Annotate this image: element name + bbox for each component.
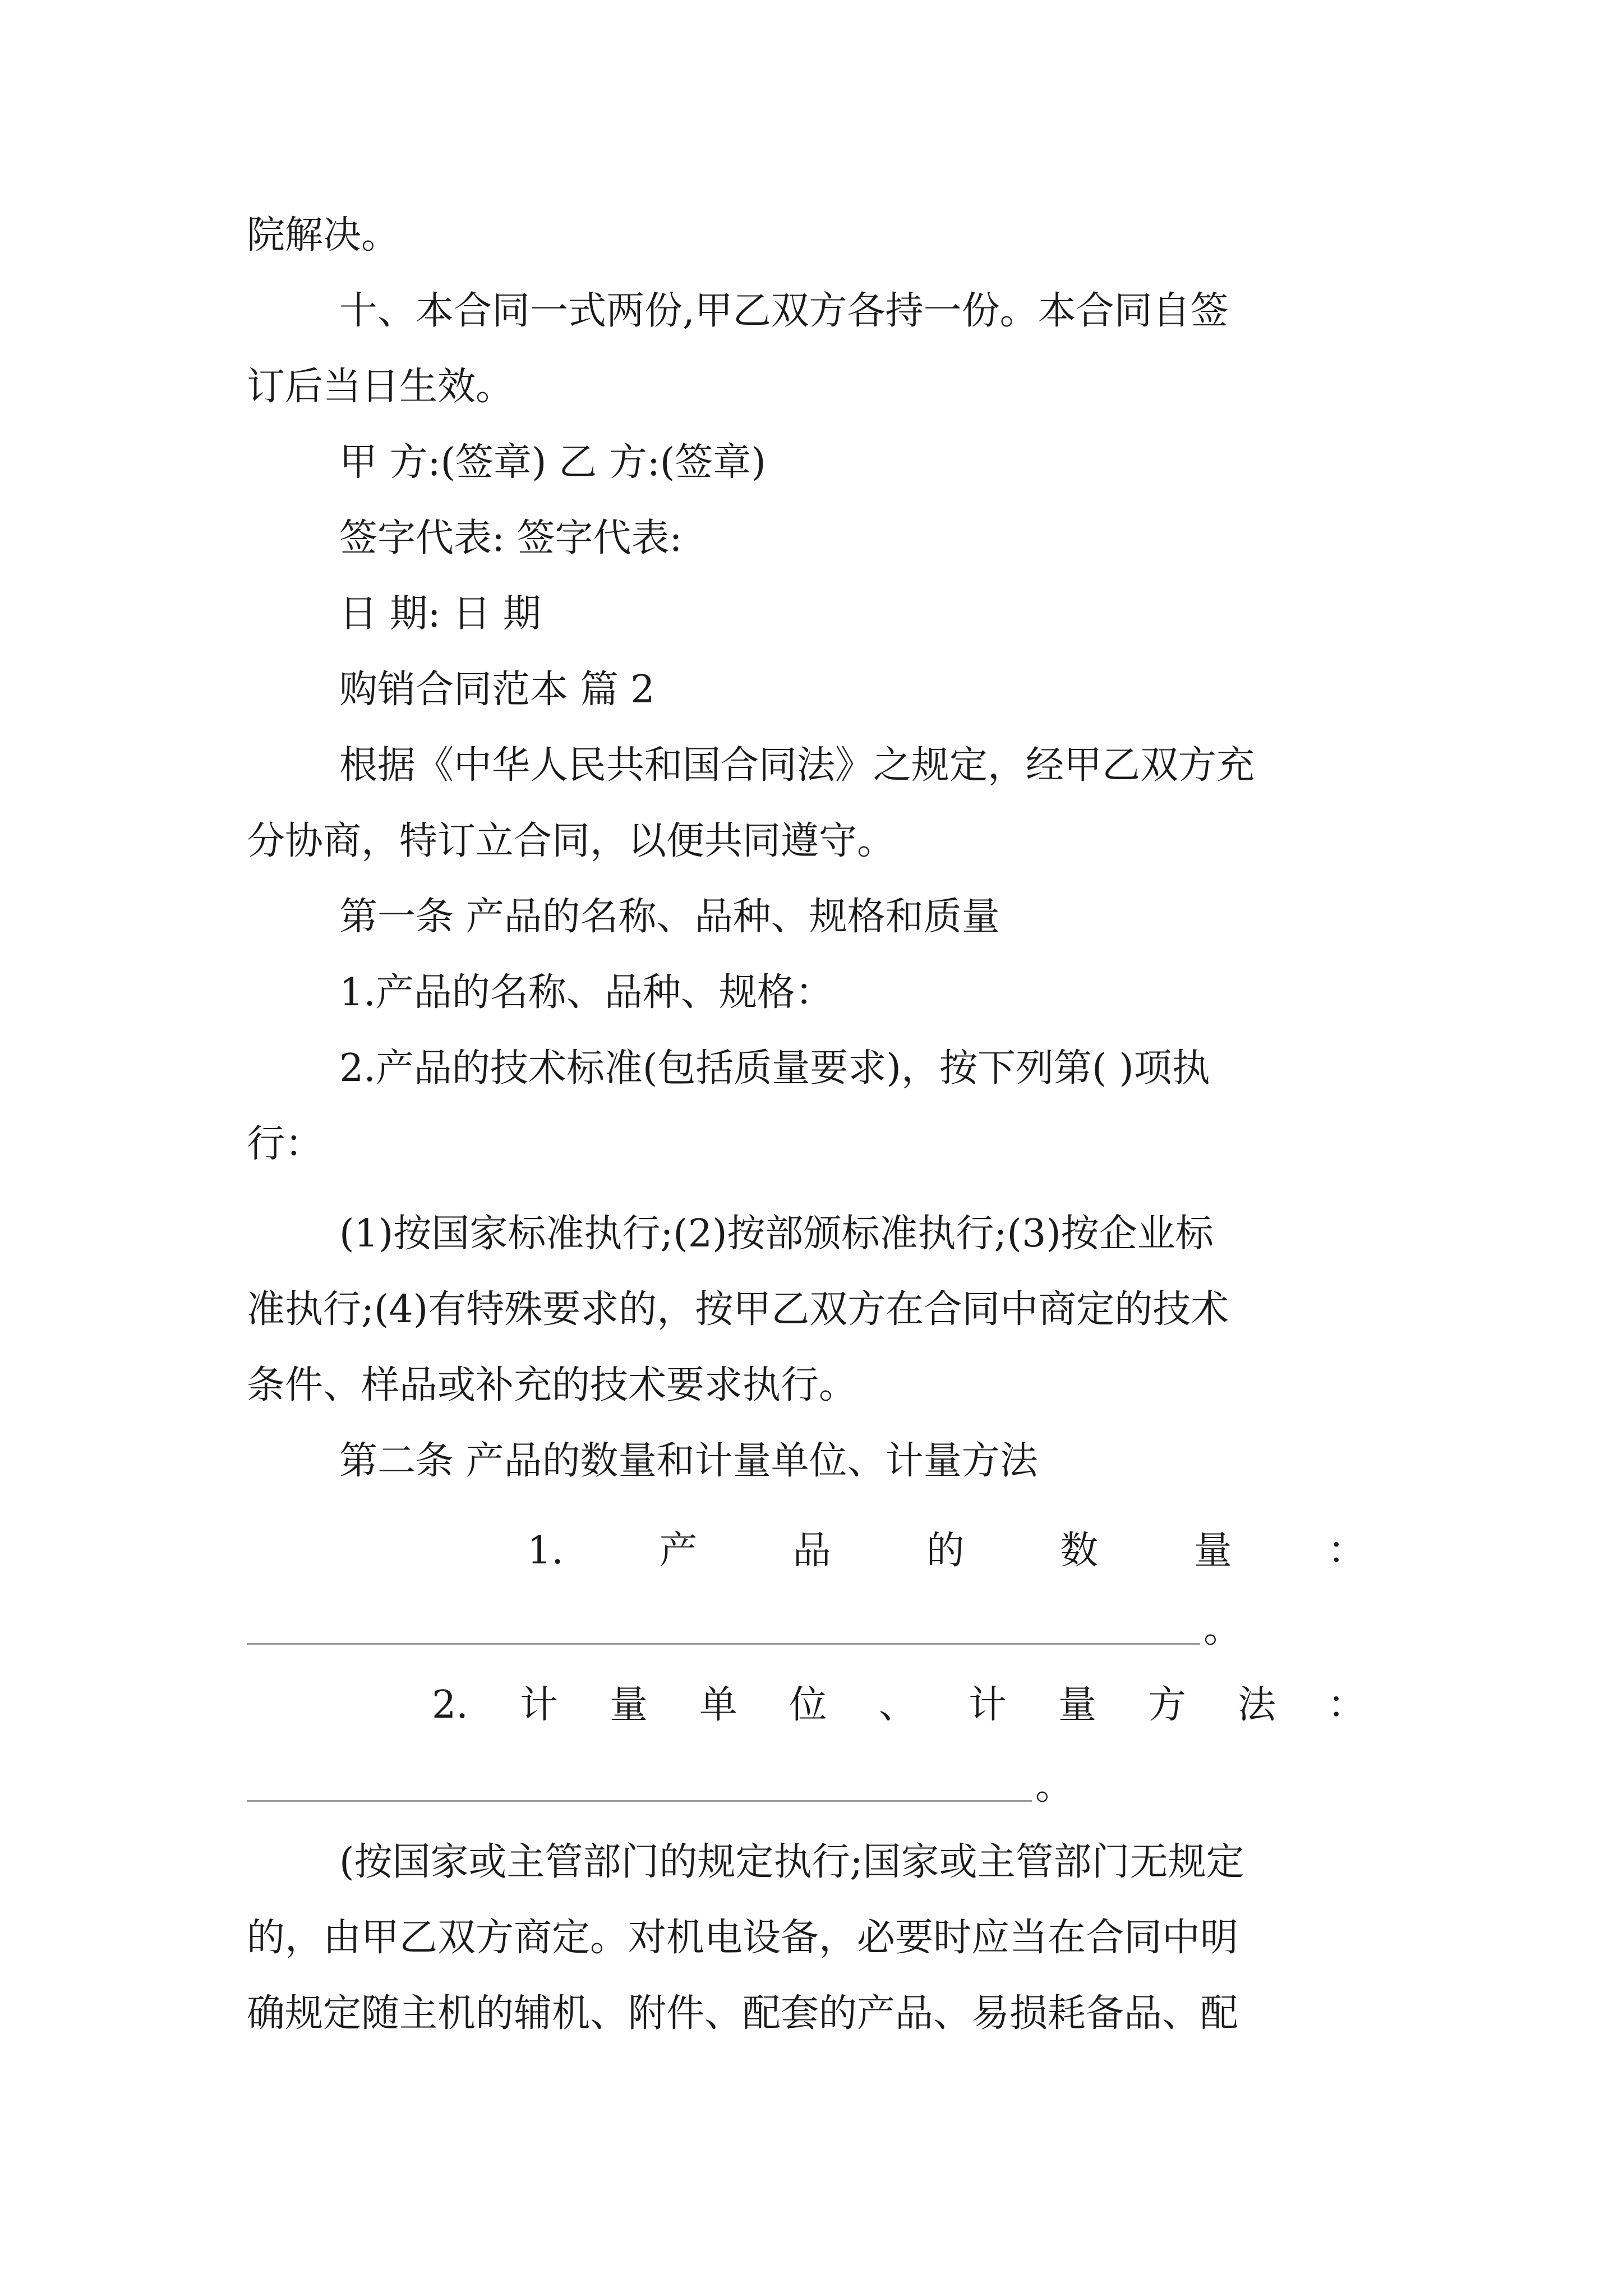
unit-method-label-part: 方 xyxy=(1147,1683,1186,1727)
text-line: 条件、样品或补充的技术要求执行。 xyxy=(247,1363,857,1407)
text-line: 分协商，特订立合同，以便共同遵守。 xyxy=(247,819,896,863)
unit-method-fill-line xyxy=(247,1761,1073,1812)
quantity-label-part: 量 xyxy=(1193,1529,1232,1573)
article-2-heading: 第二条 产品的数量和计量单位、计量方法 xyxy=(339,1439,1038,1483)
clause-10: 十、本合同一式两份,甲乙双方各持一份。本合同自签 xyxy=(339,289,1229,333)
quantity-fill-line xyxy=(247,1604,1242,1655)
article-1-item-1: 1.产品的名称、品种、规格： xyxy=(339,970,833,1015)
unit-method-label-part: 量 xyxy=(1058,1683,1096,1727)
quantity-label-part: 的 xyxy=(926,1529,965,1573)
quantity-label-part: 1. xyxy=(527,1529,564,1573)
quantity-label xyxy=(527,1526,1366,1576)
preamble: 根据《中华人民共和国合同法》之规定，经甲乙双方充 xyxy=(339,743,1255,788)
signature-representatives: 签字代表: 签字代表: xyxy=(339,516,683,560)
standards-options: (1)按国家标准执行;(2)按部颁标准执行;(3)按企业标 xyxy=(339,1212,1214,1256)
quantity-label-part: 品 xyxy=(792,1529,831,1573)
signature-dates: 日 期: 日 期 xyxy=(339,592,541,636)
unit-method-label-part: 计 xyxy=(968,1683,1007,1727)
text-line: 行： xyxy=(247,1122,324,1166)
unit-method-label-part: ： xyxy=(1327,1683,1366,1727)
unit-method-label-part: 量 xyxy=(609,1683,648,1727)
unit-method-label-part: 位 xyxy=(789,1683,827,1727)
text-line: 订后当日生效。 xyxy=(247,365,514,409)
article-1-item-2: 2.产品的技术标准(包括质量要求)，按下列第( )项执 xyxy=(339,1046,1210,1091)
text-line: 准执行;(4)有特殊要求的，按甲乙双方在合同中商定的技术 xyxy=(247,1287,1229,1332)
unit-method-label xyxy=(432,1680,1366,1731)
text-line: 院解决。 xyxy=(247,213,400,257)
measurement-note: (按国家或主管部门的规定执行;国家或主管部门无规定 xyxy=(339,1840,1244,1884)
article-1-heading: 第一条 产品的名称、品种、规格和质量 xyxy=(339,895,1000,939)
period: 。 xyxy=(1035,1764,1074,1809)
section-title: 购销合同范本 篇 2 xyxy=(339,668,655,712)
quantity-label-part: 数 xyxy=(1060,1529,1099,1573)
quantity-label-part: ： xyxy=(1327,1529,1366,1573)
quantity-label-part: 产 xyxy=(659,1529,698,1573)
period: 。 xyxy=(1204,1607,1242,1651)
unit-method-label-part: 单 xyxy=(699,1683,737,1727)
blank-underline xyxy=(247,1772,1032,1802)
text-line: 确规定随主机的辅机、附件、配套的产品、易损耗备品、配 xyxy=(247,1991,1239,2036)
unit-method-label-part: 、 xyxy=(878,1683,917,1727)
signature-parties: 甲 方:(签章) 乙 方:(签章) xyxy=(339,440,766,485)
text-line: 的，由甲乙双方商定。对机电设备，必要时应当在合同中明 xyxy=(247,1916,1239,1960)
unit-method-label-part: 2. xyxy=(432,1683,468,1727)
blank-underline xyxy=(247,1615,1200,1645)
unit-method-label-part: 计 xyxy=(519,1683,558,1727)
unit-method-label-part: 法 xyxy=(1237,1683,1276,1727)
